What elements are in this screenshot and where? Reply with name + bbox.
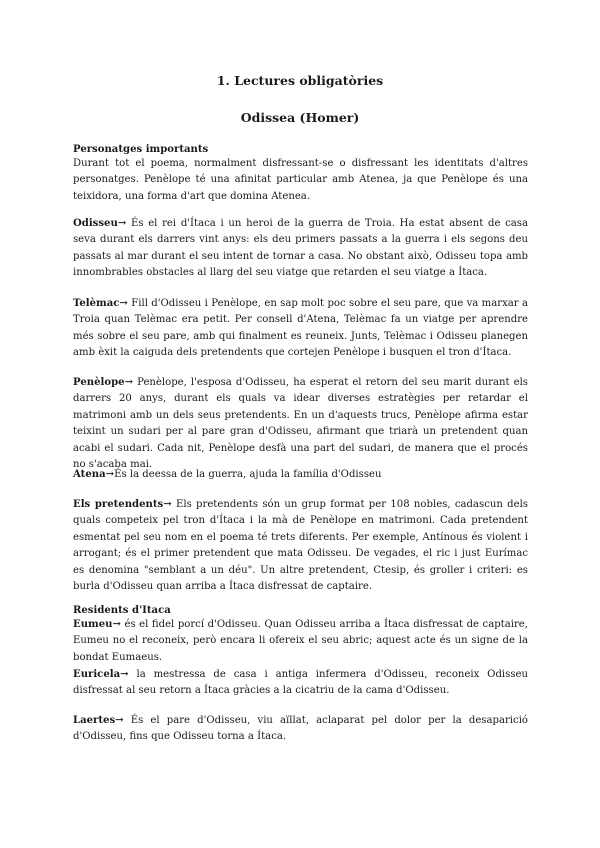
arrow-icon: → [105,469,115,480]
section-heading-residents: Residents d'Itaca [73,605,171,616]
arrow-icon: → [163,499,172,510]
arrow-icon: → [120,669,129,680]
character-name: Eumeu [73,619,113,630]
work-title: Odissea (Homer) [240,110,360,125]
residents-section [73,604,528,666]
section-title: 1. Lectures obligatòries [216,73,384,88]
section-heading-characters: Personatges importants [73,144,209,155]
character-name: Atena [73,469,106,480]
character-odisseu [73,216,528,282]
character-atena [73,467,528,483]
character-description: la mestressa de casa i antiga infermera d'Odisseu, reconeix Odisseu disfressat al seu retorn a Ítaca gràcies a la cicatriu de la cama d'Odisseu. [73,669,528,697]
character-name: Odisseu [73,218,118,229]
character-name: Penèlope [73,377,125,388]
character-name: Laertes [73,715,116,726]
character-description: És el pare d'Odisseu, viu aïllat, aclaparat pel dolor per la desaparició d'Odisseu, fins que Odisseu torna a Ítaca. [73,715,528,743]
character-penelope [73,375,528,473]
character-name: Telèmac [73,298,120,309]
arrow-icon: → [117,218,127,229]
arrow-icon: → [115,715,124,726]
intro-text: Durant tot el poema, normalment disfressant-se o disfressant les identitats d'altres personatges. Penèlope té una afinitat particular amb Atenea, ja que Penèlope és una teixidora, una forma d'art que domina Atenea. [73,158,528,202]
resident-laertes [73,713,528,746]
character-name: Els pretendents [73,499,164,510]
intro-paragraph [73,143,528,205]
resident-eumeu [73,617,528,666]
character-pretendents [73,497,528,595]
arrow-icon: → [124,377,134,388]
character-description: És el rei d'Ítaca i un heroi de la guerra de Troia. Ha estat absent de casa seva durant els darrers vint anys: els deu primers passats a la guerra i els segons deu passats al mar durant el seu intent de tornar a casa. No obstant això, Odisseu topa amb innombrables obstacles al llarg del seu viatge que retarden el seu viatge a Ítaca. [73,218,528,279]
arrow-icon: → [112,619,121,630]
character-description: Els pretendents són un grup format per 108 nobles, cadascun dels quals competeix pel tron d'Ítaca i la mà de Penèlope en matrimoni. Cada pretendent esmentat pel seu nom en el poema té trets diferents. Per exemple, Antínous és violent i arrogant; és el primer pretendent que mata Odisseu. De vegades, el ric i just Eurímac es denomina "semblant a un déu". Un altre pretendent, Ctesip, és groller i criteri: es burla d'Odisseu quan arriba a Ítaca disfressat de captaire. [73,499,528,593]
resident-euricela [73,667,528,700]
character-telemac [73,296,528,362]
character-description: Fill d'Odisseu i Penèlope, en sap molt poc sobre el seu pare, que va marxar a Troia quan Telèmac era petit. Per consell d'Atena, Telèmac fa un viatge per aprendre més sobre el seu pare, amb qui finalment es reuneix. Junts, Telèmac i Odisseu planegen amb èxit la caiguda dels pretendents que cortejen Penèlope i busquen el tron d'Ítaca. [73,298,528,359]
character-description: Penèlope, l'esposa d'Odisseu, ha esperat el retorn del seu marit durant els darrers 20 anys, durant els quals va idear diverses estratègies per retardar el matrimoni amb un dels seus pretendents. En un d'aquests trucs, Penèlope afirma estar teixint un sudari per al pare gran d'Odisseu, afirmant que triarà un pretendent quan acabi el sudari. Cada nit, Penèlope desfà una part del sudari, de manera que el procés no s'acaba mai. [73,377,528,471]
character-name: Euricela [73,669,121,680]
character-description: És la deessa de la guerra, ajuda la família d'Odisseu [114,469,382,480]
arrow-icon: → [119,298,128,309]
character-description: és el fidel porcí d'Odisseu. Quan Odisseu arriba a Ítaca disfressat de captaire, Eumeu no el reconeix, però encara li ofereix el seu abric; aquest acte és un signe de la bondat Eumaeus. [73,619,528,663]
